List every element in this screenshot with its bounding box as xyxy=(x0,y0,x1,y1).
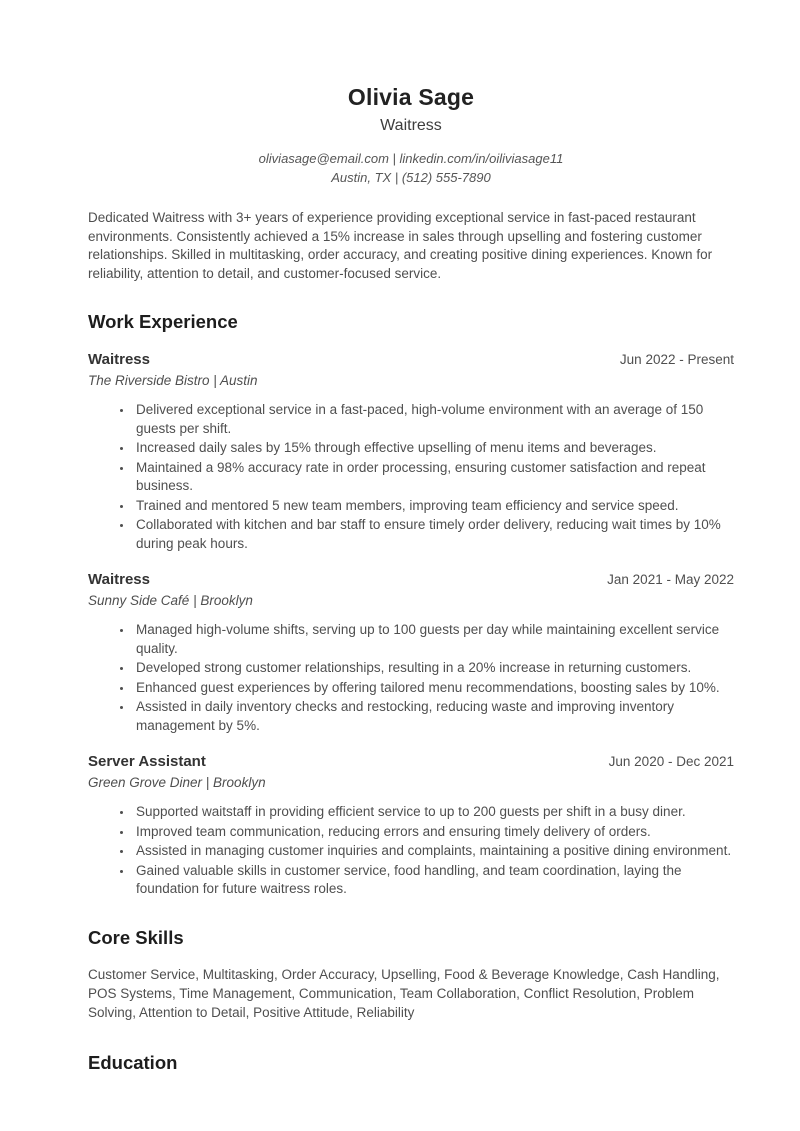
job-title: Server Assistant xyxy=(88,753,206,770)
candidate-name: Olivia Sage xyxy=(347,84,475,110)
job-dates: Jan 2021 - May 2022 xyxy=(607,572,734,587)
job-company: The Riverside Bistro | Austin xyxy=(88,373,258,388)
job-bullet: • Collaborated with kitchen and bar staff to ensure timely order delivery, reducing wait times by 10% during peak hours. xyxy=(133,516,734,553)
summary-text: Dedicated Waitress with 3+ years of experience providing exceptional service in fast-paced restaurant environments. Consistently achieved a 15% increase in sales through upselling and fostering customer relationships. Skilled in multitasking, order accuracy, and creating positive dining experiences. Known for reliability, attention to detail, and customer-focused service. xyxy=(88,210,713,281)
contact-info xyxy=(88,149,734,187)
job-bullet: • Managed high-volume shifts, serving up to 100 guests per day while maintaining excellent service quality. xyxy=(133,621,734,658)
resume-header xyxy=(88,84,734,187)
section-heading-work-experience: Work Experience xyxy=(88,311,238,332)
job-dates: Jun 2022 - Present xyxy=(619,352,734,367)
job-bullet: • Supported waitstaff in providing efficient service to up to 200 guests per shift in a busy diner. xyxy=(133,803,734,822)
candidate-title: Waitress xyxy=(380,117,442,134)
job-bullet-list xyxy=(88,803,734,899)
skills-text: Customer Service, Multitasking, Order Accuracy, Upselling, Food & Beverage Knowledge, Cash Handling, POS Systems, Time Management, Communication, Team Collaboration, Conflict Resolution, Problem Solving, Attention to Detail, Positive Attitude, Reliability xyxy=(88,966,720,1020)
contact-line-email-linkedin: oliviasage@email.com | linkedin.com/in/oiliviasage11 xyxy=(258,151,564,166)
job-bullet: • Enhanced guest experiences by offering tailored menu recommendations, boosting sales by 10%. xyxy=(133,679,734,698)
section-heading-education: Education xyxy=(88,1051,178,1073)
job-bullet: • Gained valuable skills in customer service, food handling, and team coordination, laying the foundation for future waitress roles. xyxy=(133,862,734,899)
job-bullet-list xyxy=(88,621,734,735)
job-dates: Jun 2020 - Dec 2021 xyxy=(608,754,734,769)
job-bullet: • Increased daily sales by 15% through effective upselling of menu items and beverages. xyxy=(133,439,734,458)
job-title: Waitress xyxy=(88,351,150,368)
job-title: Waitress xyxy=(88,571,150,588)
job-bullet-list xyxy=(88,401,734,553)
job-bullet: • Delivered exceptional service in a fast-paced, high-volume environment with an average of 150 guests per shift. xyxy=(133,401,734,438)
job-bullet: • Assisted in managing customer inquiries and complaints, maintaining a positive dining environment. xyxy=(133,842,734,861)
job-title-row xyxy=(88,350,734,369)
job-title-row xyxy=(88,570,734,589)
job-bullet: • Developed strong customer relationships, resulting in a 20% increase in returning customers. xyxy=(133,659,734,678)
job-entry-2 xyxy=(88,570,734,735)
job-title-row xyxy=(88,752,734,771)
job-company: Sunny Side Café | Brooklyn xyxy=(88,593,253,608)
contact-line-location-phone: Austin, TX | (512) 555-7890 xyxy=(331,170,491,185)
job-company: Green Grove Diner | Brooklyn xyxy=(88,775,266,790)
section-heading-core-skills: Core Skills xyxy=(88,926,184,948)
job-bullet: • Improved team communication, reducing errors and ensuring timely delivery of orders. xyxy=(133,823,734,842)
job-bullet: • Maintained a 98% accuracy rate in order processing, ensuring customer satisfaction and repeat business. xyxy=(133,459,734,496)
job-entry-1 xyxy=(88,350,734,553)
job-bullet: • Assisted in daily inventory checks and restocking, reducing waste and improving inventory management by 5%. xyxy=(133,698,734,735)
job-bullet: • Trained and mentored 5 new team members, improving team efficiency and service speed. xyxy=(133,497,734,516)
job-entry-3 xyxy=(88,752,734,899)
